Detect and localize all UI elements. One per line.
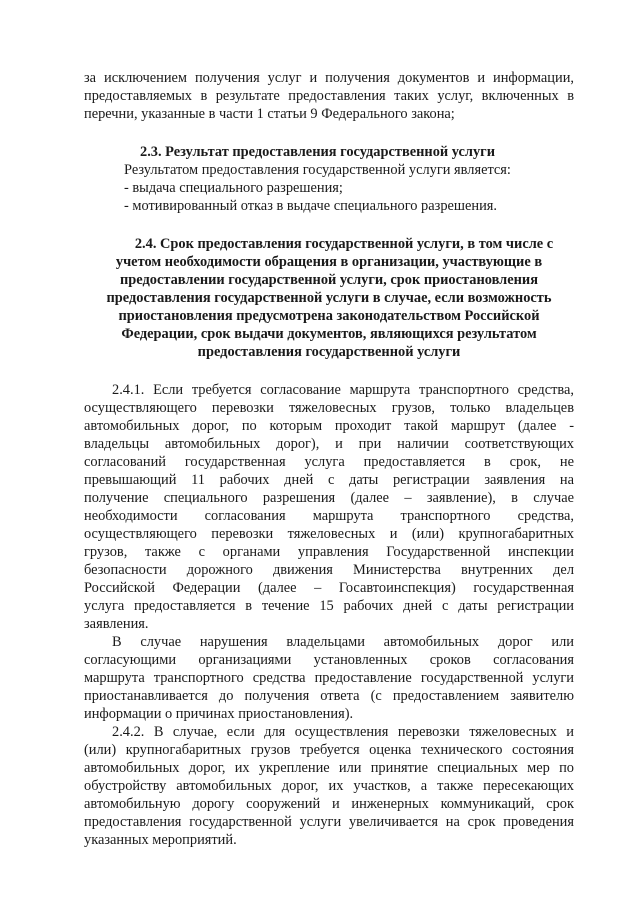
text-line: Результатом предоставления государственной услуги является:	[124, 162, 511, 178]
section-heading-line: приостановления предусмотрена законодательством Российской	[118, 308, 540, 324]
text-line: маршрута транспортного средства предоставление государственной услуги	[84, 670, 574, 686]
text-line: 2.4.1. Если требуется согласование маршрута транспортного средства,	[112, 382, 574, 398]
text-line: за исключением получения услуг и получения документов и информации,	[84, 70, 574, 86]
text-line: необходимости согласования маршрута транспортного средства,	[84, 508, 574, 524]
text-line: получение специального разрешения (далее – заявление), в случае	[84, 490, 574, 506]
section-heading: 2.3. Результат предоставления государственной услуги	[140, 144, 496, 160]
text-line: автомобильных дорог, по которым проходит такой маршрут (далее -	[84, 418, 574, 434]
text-line: приостанавливается до получения ответа (с предоставлением заявителю	[84, 688, 574, 704]
section-heading-line: Федерации, срок выдачи документов, являющихся результатом	[121, 326, 537, 342]
text-line: услуга предоставляется в течение 15 рабочих дней с даты регистрации	[84, 598, 574, 614]
text-line: указанных мероприятий.	[84, 832, 237, 848]
text-line: предоставления государственной услуги увеличивается на срок проведения	[84, 814, 574, 830]
text-line: (или) крупногабаритных грузов требуется оценка технического состояния	[84, 742, 574, 758]
text-line: информации о причинах приостановления).	[84, 706, 354, 722]
text-line: заявления.	[84, 616, 149, 632]
intro-paragraph	[84, 69, 574, 123]
text-line: безопасности дорожного движения Министерства внутренних дел	[84, 562, 574, 578]
text-line: перечни, указанные в части 1 статьи 9 Федерального закона;	[84, 106, 455, 122]
section-heading-line: учетом необходимости обращения в организации, участвующие в	[115, 254, 543, 270]
section-2-3	[84, 143, 574, 215]
text-line: превышающий 11 рабочих дней с даты регистрации заявления на	[84, 472, 574, 488]
section-2-4-heading	[84, 235, 574, 361]
text-line: автомобильных дорог, их укрепление или принятие специальных мер по	[84, 760, 574, 776]
text-line: согласований государственная услуга предоставляется в срок, не	[84, 454, 574, 470]
text-line: осуществляющего перевозки тяжеловесных грузов, только владельцев	[84, 400, 574, 416]
list-item: - выдача специального разрешения;	[124, 180, 343, 196]
section-heading-line: предоставления государственной услуги в случае, если возможность	[106, 290, 552, 306]
list-item: - мотивированный отказ в выдаче специального разрешения.	[124, 198, 497, 214]
document-page	[84, 69, 574, 849]
text-line: автомобильную дорогу сооружений и инженерных коммуникаций, срок	[84, 796, 574, 812]
text-line: Российской Федерации (далее – Госавтоинспекция) государственная	[84, 580, 574, 596]
text-line: грузов, также с органами управления Государственной инспекции	[84, 544, 574, 560]
text-line: согласующими организациями установленных сроков согласования	[84, 652, 574, 668]
text-line: обустройству автомобильных дорог, их участков, а также пересекающих	[84, 778, 574, 794]
section-heading-line: предоставлении государственной услуги, срок приостановления	[120, 272, 538, 288]
paragraph-2-4-2	[84, 723, 574, 849]
text-line: владельцы автомобильных дорог), и при наличии соответствующих	[84, 436, 574, 452]
paragraph-violation	[84, 633, 574, 723]
text-line: В случае нарушения владельцами автомобильных дорог или	[112, 634, 574, 650]
text-line: предоставляемых в результате предоставления таких услуг, включенных в	[84, 88, 574, 104]
text-line: 2.4.2. В случае, если для осуществления перевозки тяжеловесных и	[112, 724, 574, 740]
section-heading-line: предоставления государственной услуги	[197, 344, 461, 360]
paragraph-2-4-1	[84, 381, 574, 633]
section-heading-line: 2.4. Срок предоставления государственной услуги, в том числе с	[134, 236, 554, 252]
text-line: осуществляющего перевозки тяжеловесных и (или) крупногабаритных	[84, 526, 574, 542]
